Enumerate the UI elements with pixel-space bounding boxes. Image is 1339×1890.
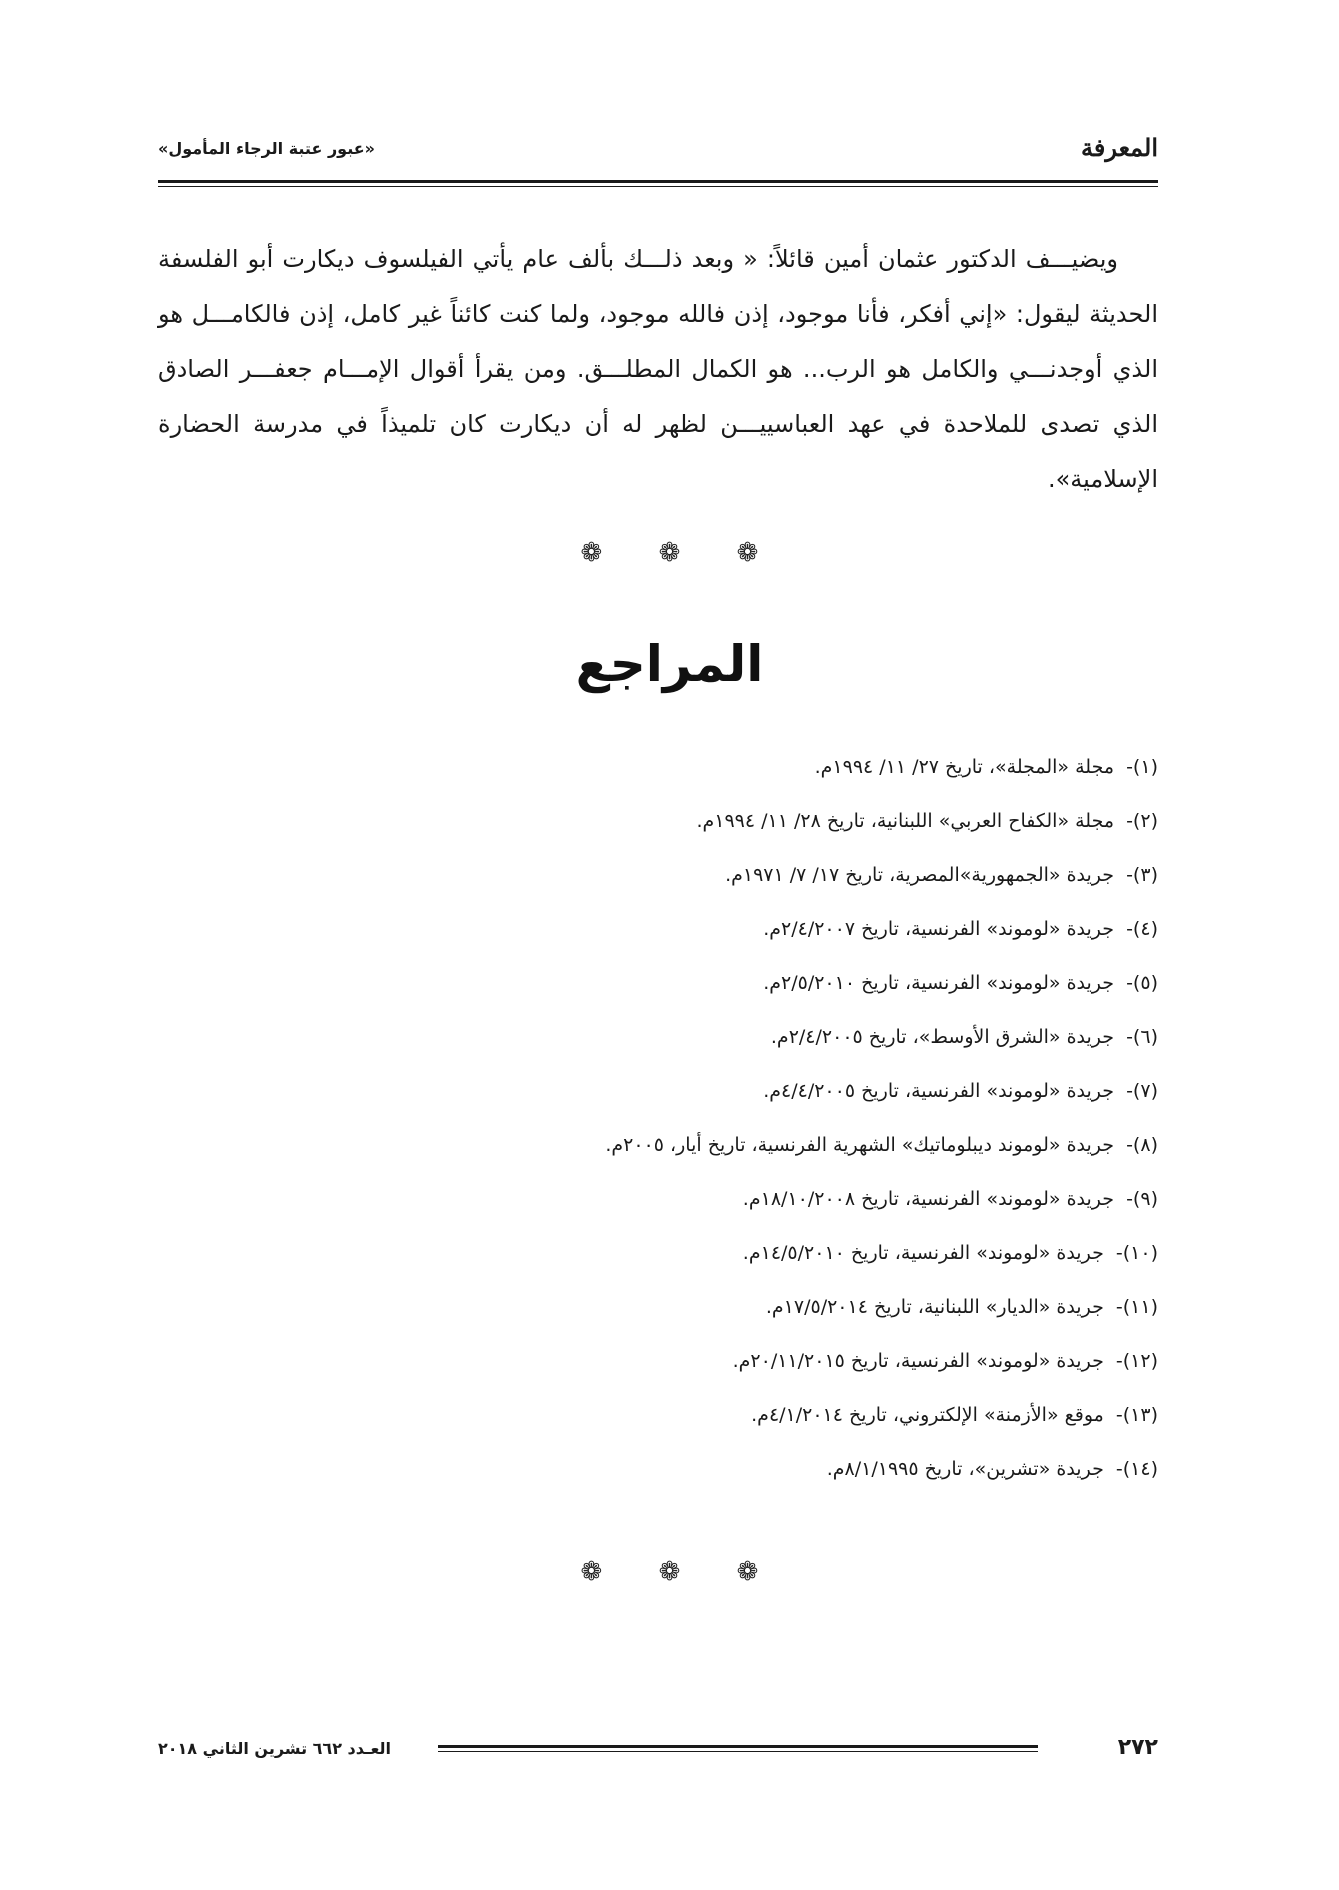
reference-number: (٧)- xyxy=(1126,1080,1158,1102)
reference-number: (٩)- xyxy=(1126,1188,1158,1210)
reference-text: جريدة «لوموند» الفرنسية، تاريخ ٢/٤/٢٠٠٧م. xyxy=(763,918,1115,940)
footer-rule xyxy=(438,1745,1038,1748)
reference-text: مجلة «الكفاح العربي» اللبنانية، تاريخ ٢٨/ ١١/ ١٩٩٤م. xyxy=(696,810,1115,832)
reference-number: (١)- xyxy=(1126,756,1158,778)
reference-number: (٢)- xyxy=(1126,810,1158,832)
issue-info: العـدد ٦٦٢ تشرين الثاني ٢٠١٨ xyxy=(158,1739,391,1758)
reference-number: (١٢)- xyxy=(1115,1350,1158,1372)
reference-text: جريدة «لوموند» الفرنسية، تاريخ ١٤/٥/٢٠١٠م. xyxy=(742,1242,1104,1264)
reference-item xyxy=(258,902,1158,956)
journal-name: المعرفة xyxy=(1080,133,1158,162)
header-rule xyxy=(158,180,1158,183)
reference-text: جريدة «الديار» اللبنانية، تاريخ ١٧/٥/٢٠١٤م. xyxy=(765,1296,1104,1318)
reference-number: (١١)- xyxy=(1115,1296,1158,1318)
footer-rule-thin xyxy=(438,1751,1038,1752)
reference-item xyxy=(258,1388,1158,1442)
flower-ornament-icon: ❁ xyxy=(658,1557,681,1587)
references-heading: المراجع xyxy=(575,635,764,693)
reference-item xyxy=(258,1118,1158,1172)
page-footer xyxy=(158,1735,1158,1765)
header-rule-thin xyxy=(158,186,1158,187)
reference-number: (٨)- xyxy=(1126,1134,1158,1156)
flower-ornament-icon: ❁ xyxy=(736,538,759,568)
end-divider xyxy=(0,1557,1339,1587)
flower-ornament-icon: ❁ xyxy=(658,538,681,568)
reference-item xyxy=(258,1172,1158,1226)
reference-number: (١٠)- xyxy=(1115,1242,1158,1264)
reference-number: (٥)- xyxy=(1126,972,1158,994)
section-divider xyxy=(0,538,1339,568)
running-title: «عبور عتبة الرجاء المأمول» xyxy=(158,139,375,158)
flower-ornament-icon: ❁ xyxy=(580,538,603,568)
reference-text: موقع «الأزمنة» الإلكتروني، تاريخ ٤/١/٢٠١٤م. xyxy=(751,1404,1104,1426)
page-number: ٢٧٢ xyxy=(1117,1735,1158,1760)
reference-item xyxy=(258,794,1158,848)
reference-number: (١٣)- xyxy=(1115,1404,1158,1426)
reference-item xyxy=(258,956,1158,1010)
body-text xyxy=(158,232,1158,507)
reference-text: جريدة «لوموند ديبلوماتيك» الشهرية الفرنسية، تاريخ أيار، ٢٠٠٥م. xyxy=(605,1134,1115,1156)
reference-text: جريدة «الجمهورية»المصرية، تاريخ ١٧/ ٧/ ١٩٧١م. xyxy=(725,864,1115,886)
flower-ornament-icon: ❁ xyxy=(736,1557,759,1587)
reference-text: جريدة «لوموند» الفرنسية، تاريخ ١٨/١٠/٢٠٠٨م. xyxy=(742,1188,1115,1210)
reference-number: (١٤)- xyxy=(1115,1458,1158,1480)
reference-item xyxy=(258,740,1158,794)
reference-item xyxy=(258,1442,1158,1496)
reference-text: جريدة «لوموند» الفرنسية، تاريخ ٢٠/١١/٢٠١٥م. xyxy=(732,1350,1104,1372)
body-paragraph: ويضيـــف الدكتور عثمان أمين قائلاً: « وبعد ذلـــك بألف عام يأتي الفيلسوف ديكارت أبو الفلسفة الحديثة ليقول: «إني أفكر، فأنا موجود، إذن فالله موجود، ولما كنت كائناً غير كامل، إذن فالكامـــل هو الذي أوجدنـــي والكامل هو الرب... هو الكمال المطلـــق. ومن يقرأ أقوال الإمـــام جعفـــر الصادق الذي تصدى للملاحدة في عهد العباسييـــن لظهر له أن ديكارت كان تلميذاً في مدرسة الحضارة الإسلامية». xyxy=(158,245,1158,493)
reference-number: (٤)- xyxy=(1126,918,1158,940)
flower-ornament-icon: ❁ xyxy=(580,1557,603,1587)
reference-text: جريدة «لوموند» الفرنسية، تاريخ ٢/٥/٢٠١٠م. xyxy=(763,972,1115,994)
references-list xyxy=(258,740,1158,1496)
reference-text: جريدة «تشرين»، تاريخ ٨/١/١٩٩٥م. xyxy=(826,1458,1104,1480)
reference-text: جريدة «لوموند» الفرنسية، تاريخ ٤/٤/٢٠٠٥م. xyxy=(763,1080,1115,1102)
reference-item xyxy=(258,1334,1158,1388)
reference-item xyxy=(258,1226,1158,1280)
reference-text: جريدة «الشرق الأوسط»، تاريخ ٢/٤/٢٠٠٥م. xyxy=(770,1026,1115,1048)
reference-number: (٣)- xyxy=(1126,864,1158,886)
reference-item xyxy=(258,1010,1158,1064)
reference-item xyxy=(258,848,1158,902)
reference-number: (٦)- xyxy=(1126,1026,1158,1048)
page-header xyxy=(158,133,1158,173)
reference-item xyxy=(258,1280,1158,1334)
reference-text: مجلة «المجلة»، تاريخ ٢٧/ ١١/ ١٩٩٤م. xyxy=(814,756,1115,778)
reference-item xyxy=(258,1064,1158,1118)
